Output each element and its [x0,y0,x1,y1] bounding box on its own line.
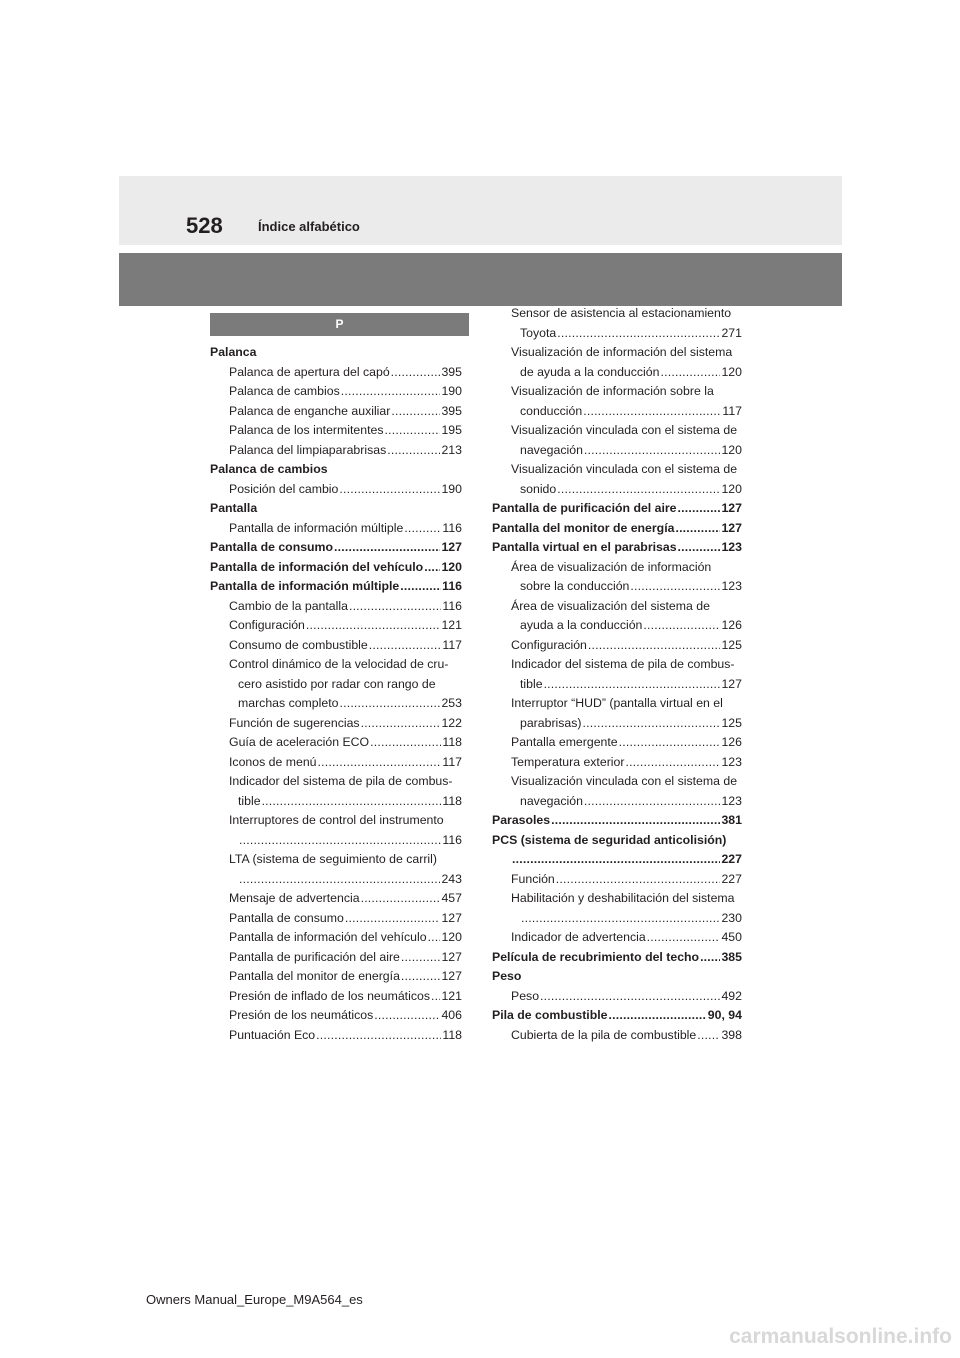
index-entry-text: Pantalla del monitor de energía [492,520,675,535]
index-entry-text: Pantalla [210,501,258,515]
index-entry [210,343,462,363]
index-entry-text: Palanca de los intermitentes [229,423,384,437]
dot-leader [583,714,721,734]
index-entry [492,870,742,890]
index-entry-text: Peso [492,969,522,983]
dot-leader [401,948,441,968]
dot-leader [584,441,721,461]
index-entry-page: 118 [442,1027,462,1042]
index-entry-text: PCS (sistema de seguridad anticolisión) [492,832,727,847]
index-entry-text: Palanca [210,345,257,359]
index-entry-page: 190 [441,384,462,398]
index-entry-text: Interruptores de control del instrumento [229,813,444,827]
index-entry [492,363,742,383]
index-entry-page: 450 [721,930,742,944]
dot-leader [345,909,441,929]
index-entry-text: cero asistido por radar con rango de [238,676,436,691]
index-entry-page: 121 [441,988,462,1003]
index-entry-page: 127 [441,540,462,554]
dot-leader [625,753,720,773]
index-entry-text: Palanca de cambios [229,384,340,398]
index-entry-text: sonido [520,481,557,496]
index-entry-page: 127 [721,676,742,691]
dot-leader [316,1026,441,1046]
index-entry [210,616,462,636]
dot-leader [643,616,720,636]
index-entry-text: Mensaje de advertencia [229,891,360,905]
dot-leader [675,519,720,539]
index-entry [210,421,462,441]
index-column-left [210,343,462,1045]
index-entry [492,499,742,519]
index-entry-page: 381 [721,813,742,827]
dot-leader [400,577,441,597]
index-entry-text: Pantalla de información del vehículo [229,930,427,944]
index-entry-text: Habilitación y deshabilitación del sistema [511,891,735,905]
dot-leader [349,597,441,617]
index-entry-page: 120 [721,481,742,496]
index-entry [492,1006,742,1026]
index-entry [210,714,462,734]
dot-leader [647,928,721,948]
index-entry [210,480,462,500]
index-entry-text: Visualización de información sobre la [511,384,714,398]
index-entry [210,519,462,539]
index-entry-page: 492 [721,988,742,1003]
index-entry [492,733,742,753]
index-entry [210,636,462,656]
dot-leader [262,792,442,812]
index-entry [210,577,462,597]
index-entry-page: 127 [441,949,462,964]
index-entry [492,304,742,324]
dot-leader [544,675,721,695]
dot-leader [239,870,440,890]
index-entry-page: 457 [441,891,462,905]
index-entry [492,597,742,617]
dot-leader [521,909,720,929]
index-entry [210,733,462,753]
index-entry-text: Configuración [511,637,587,652]
index-entry-page: 395 [441,403,462,418]
index-entry [210,597,462,617]
index-entry-text: Película de recubrimiento del techo [492,949,700,964]
index-entry-page: 123 [721,793,742,808]
index-entry-page: 190 [441,481,462,496]
index-entry-page: 116 [442,520,462,535]
index-entry-page: 227 [721,852,742,866]
index-entry-text: Configuración [229,618,305,632]
dot-leader [424,558,440,578]
index-entry [492,675,742,695]
index-entry [210,694,462,714]
dot-leader [512,850,720,870]
index-entry [210,889,462,909]
dot-leader [339,480,440,500]
index-entry [492,850,742,870]
index-entry [492,967,742,987]
index-entry-text: Puntuación Eco [229,1027,316,1042]
index-entry-page: 120 [721,364,742,379]
dot-leader [370,733,441,753]
index-entry-page: 127 [721,520,742,535]
index-entry-text: Visualización vinculada con el sistema de [511,774,738,788]
index-entry-text: LTA (sistema de seguimiento de carril) [229,852,437,866]
section-title: Índice alfabético [258,219,360,234]
dot-leader [584,792,721,812]
index-entry-text: Pila de combustible [492,1008,608,1022]
dot-leader [239,831,441,851]
index-entry-text: Pantalla virtual en el parabrisas [492,540,677,554]
index-entry [492,577,742,597]
header-band [119,176,842,245]
index-entry [492,928,742,948]
index-entry-text: Peso [511,988,540,1003]
index-entry-page: 117 [442,754,462,769]
index-entry [492,324,742,344]
dot-leader [339,694,440,714]
index-entry [210,1026,462,1046]
index-entry [492,1026,742,1046]
index-entry-page: 395 [441,364,462,379]
index-entry [492,460,742,480]
dot-leader [697,1026,720,1046]
index-entry [492,753,742,773]
dot-leader [391,402,440,422]
dot-leader [583,402,721,422]
index-entry-text: Parasoles [492,813,551,827]
index-entry-text: marchas completo [238,696,339,710]
index-entry [492,792,742,812]
index-entry [492,636,742,656]
dot-leader [608,1006,706,1026]
index-entry-text: ayuda a la conducción [520,618,643,632]
dot-leader [404,519,441,539]
index-entry-page: 90, 94 [707,1008,742,1022]
dot-leader [387,441,440,461]
index-entry-page: 116 [442,598,462,613]
index-entry-page: 127 [721,501,742,515]
index-entry [492,714,742,734]
index-entry [210,363,462,383]
index-entry-text: de ayuda a la conducción [520,364,660,379]
index-entry [492,909,742,929]
index-entry [210,753,462,773]
index-entry-page: 253 [441,696,462,710]
index-entry-page: 227 [721,871,742,886]
index-entry [492,382,742,402]
index-entry-page: 120 [441,559,462,574]
index-entry [210,655,462,675]
index-entry [492,421,742,441]
index-entry-text: Pantalla de consumo [229,910,344,925]
index-entry-text: Área de visualización de información [511,559,712,574]
dot-leader [428,928,441,948]
dot-leader [369,636,442,656]
dot-leader [334,538,440,558]
dot-leader [431,987,440,1007]
dot-leader [678,499,721,519]
index-entry [210,850,462,870]
index-entry [492,831,742,851]
index-entry-page: 118 [442,793,462,808]
index-entry [210,928,462,948]
index-entry-text: Palanca de cambios [210,462,328,476]
index-entry [210,382,462,402]
index-entry-text: Visualización vinculada con el sistema de [511,423,738,437]
dot-leader [361,889,441,909]
index-entry [210,792,462,812]
index-entry-page: 122 [441,715,462,730]
index-entry [210,538,462,558]
index-entry [492,811,742,831]
dot-leader [391,363,441,383]
index-entry-text: Palanca de enganche auxiliar [229,403,391,418]
index-entry-text: Pantalla de información múltiple [210,579,400,593]
index-entry [492,694,742,714]
dot-leader [700,948,720,968]
index-entry [210,460,462,480]
index-entry-text: Pantalla de consumo [210,540,333,554]
index-entry-text: Indicador de advertencia [511,930,646,944]
index-entry-page: 123 [721,540,742,554]
dot-leader [588,636,721,656]
index-entry-page: 398 [721,1027,742,1042]
index-entry-text: Pantalla de purificación del aire [492,501,677,515]
index-entry [492,519,742,539]
index-entry-page: 120 [721,442,742,457]
dot-leader [551,811,720,831]
dot-leader [374,1006,440,1026]
index-entry [210,987,462,1007]
dot-leader [556,870,721,890]
index-entry-page: 213 [441,442,462,457]
index-entry [210,1006,462,1026]
dot-leader [630,577,720,597]
index-entry-text: Consumo de combustible [229,637,368,652]
index-entry-text: Control dinámico de la velocidad de cru- [229,657,449,671]
index-entry-text: Área de visualización del sistema de [511,598,710,613]
header-dark-band [119,253,842,306]
index-entry-text: navegación [520,793,583,808]
index-entry-page: 243 [441,871,462,886]
index-entry [492,987,742,1007]
index-entry [492,402,742,422]
index-entry-text: navegación [520,442,583,457]
index-entry-page: 127 [441,910,462,925]
index-entry [210,909,462,929]
page-number: 528 [186,213,223,238]
footer-text: Owners Manual_Europe_M9A564_es [146,1292,363,1307]
index-entry [492,538,742,558]
index-entry [210,967,462,987]
index-entry-page: 195 [441,423,462,437]
index-entry-page: 385 [721,949,742,964]
index-entry-page: 406 [441,1008,462,1022]
index-entry-text: Presión de los neumáticos [229,1008,374,1022]
index-entry [492,441,742,461]
index-entry [492,889,742,909]
index-entry [210,948,462,968]
index-entry [210,870,462,890]
index-entry [492,480,742,500]
index-entry-text: Temperatura exterior [511,754,625,769]
index-entry-text: Visualización vinculada con el sistema de [511,462,738,476]
dot-leader [557,324,720,344]
index-entry-text: tible [520,676,543,691]
dot-leader [619,733,721,753]
index-entry-text: Interruptor “HUD” (pantalla virtual en el [511,696,723,710]
index-entry-page: 126 [721,735,742,749]
index-entry-text: Pantalla del monitor de energía [229,969,400,983]
index-entry-text: Indicador del sistema de pila de combus- [511,657,735,671]
index-entry-text: tible [238,793,261,808]
index-entry-text: sobre la conducción [520,579,630,593]
index-entry-text: Posición del cambio [229,481,339,496]
index-entry-page: 127 [441,969,462,983]
index-entry [210,811,462,831]
index-entry [210,558,462,578]
index-entry-page: 271 [721,325,742,340]
dot-leader [306,616,441,636]
dot-leader [341,382,441,402]
index-entry [210,402,462,422]
index-entry-text: parabrisas) [520,715,582,730]
index-entry-text: Pantalla de información del vehículo [210,559,424,574]
index-entry-page: 125 [721,715,742,730]
index-entry [210,831,462,851]
index-entry-page: 117 [442,637,462,652]
dot-leader [678,538,721,558]
index-entry-text: Sensor de asistencia al estacionamiento [511,306,732,320]
index-entry-text: Pantalla emergente [511,735,618,749]
index-entry-text: Pantalla de información múltiple [229,520,404,535]
index-entry-text: Toyota [520,325,557,340]
index-entry-text: Guía de aceleración ECO [229,735,370,749]
index-column-right [492,304,742,1045]
index-entry-page: 117 [722,403,742,418]
index-entry-page: 120 [441,930,462,944]
index-entry-page: 116 [442,832,462,847]
index-entry-text: Presión de inflado de los neumáticos [229,988,430,1003]
dot-leader [557,480,720,500]
index-entry [492,772,742,792]
index-entry-page: 116 [442,579,462,593]
index-entry [492,558,742,578]
dot-leader [361,714,441,734]
dot-leader [384,421,440,441]
index-entry-text: Visualización de información del sistema [511,345,733,359]
index-entry-text: Cubierta de la pila de combustible [511,1027,697,1042]
index-entry-page: 125 [721,637,742,652]
dot-leader [401,967,441,987]
index-letter-heading: P [210,313,469,336]
index-entry [210,499,462,519]
index-entry-text: conducción [520,403,583,418]
index-entry-text: Cambio de la pantalla [229,598,348,613]
index-entry-page: 123 [721,754,742,769]
index-entry-page: 123 [721,579,742,593]
index-entry-text: Palanca de apertura del capó [229,364,390,379]
dot-leader [318,753,442,773]
index-entry [492,343,742,363]
index-entry [492,616,742,636]
index-entry [210,441,462,461]
index-entry-text: Iconos de menú [229,754,317,769]
index-entry [492,655,742,675]
watermark: carmanualsonline.info [729,1325,952,1348]
index-entry-text: Función [511,871,555,886]
index-entry-page: 126 [721,618,742,632]
index-entry-page: 121 [441,618,462,632]
index-entry-text: Pantalla de purificación del aire [229,949,400,964]
index-entry-page: 230 [721,910,742,925]
index-entry [492,948,742,968]
index-entry-text: Función de sugerencias [229,715,360,730]
index-entry-text: Indicador del sistema de pila de combus- [229,774,453,788]
index-entry-page: 118 [442,735,462,749]
index-entry [210,772,462,792]
index-entry [210,675,462,695]
dot-leader [540,987,720,1007]
dot-leader [660,363,720,383]
index-entry-text: Palanca del limpiaparabrisas [229,442,387,457]
